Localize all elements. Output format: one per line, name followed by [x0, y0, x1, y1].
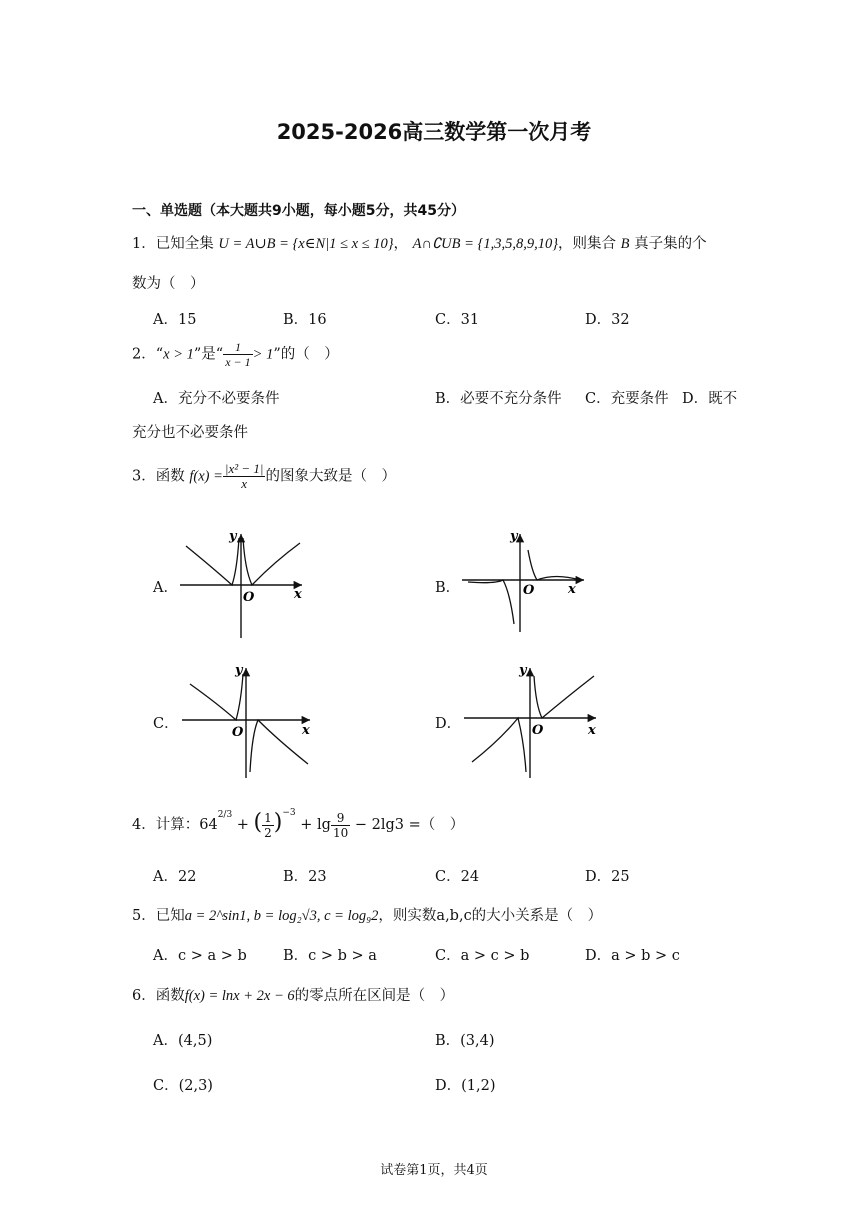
question-2-option-c[interactable]: C．充要条件: [585, 391, 669, 407]
question-5-tail: ，则实数a,b,c的大小关系是（ ）: [378, 908, 603, 924]
question-6-number: 6．函数: [132, 988, 185, 1004]
question-3-option-c[interactable]: C．: [153, 716, 179, 732]
question-3-text-tail: 的图象大致是（ ）: [265, 468, 396, 485]
question-6-option-b[interactable]: B．(3,4): [435, 1033, 495, 1049]
question-1-option-b[interactable]: B．16: [283, 312, 327, 328]
question-1-text-c: 真子集的个: [634, 236, 707, 252]
question-2-fraction: [223, 340, 252, 369]
question-5-number: 5．已知: [132, 908, 185, 924]
question-1-set-b: A∩∁UB = {1,3,5,8,9,10}: [412, 236, 559, 252]
question-4-fraction-half: [262, 811, 274, 840]
graph-a-origin-label: O: [243, 590, 255, 605]
graph-b-y-label: y: [510, 529, 518, 544]
question-3-fraction: [223, 462, 266, 491]
question-2-option-d-wrap: 充分也不必要条件: [132, 425, 248, 441]
question-2-condition-1: x > 1: [163, 346, 194, 363]
question-3-number: 3．函数: [132, 468, 185, 485]
question-4-frac-numerator: 9: [331, 811, 350, 826]
question-6-option-c[interactable]: C．(2,3): [153, 1078, 213, 1094]
graph-d-origin-label: O: [532, 723, 544, 738]
question-2-number: 2．: [132, 346, 156, 363]
question-4-option-c[interactable]: C．24: [435, 869, 480, 885]
graph-a-curve-right: [243, 538, 300, 585]
graph-b-curve-right: [528, 550, 580, 580]
graph-d-curve-right: [534, 676, 594, 718]
question-3-frac-denominator: x: [241, 476, 248, 491]
graph-c-curve-right: [250, 720, 308, 772]
graph-d-x-label: x: [588, 723, 596, 738]
graph-a[interactable]: [178, 528, 308, 640]
question-1-set-u: U = A∪B = {x∈N|1 ≤ x ≤ 10}: [218, 236, 394, 252]
question-1-number: 1．: [132, 236, 156, 252]
graph-c-x-label: x: [302, 723, 310, 738]
question-4-half-denominator: 2: [264, 825, 272, 840]
question-5-option-a[interactable]: A．c > a > b: [153, 948, 247, 964]
question-4-exponent-b: −3: [282, 808, 296, 819]
graph-c[interactable]: [180, 662, 315, 780]
question-4-exponent-a: 2/3: [217, 810, 233, 821]
question-4-base-64: 64: [199, 817, 218, 833]
graph-d[interactable]: [462, 662, 600, 780]
question-2-text-mid: ”是“: [193, 346, 224, 363]
question-2-stem: [132, 340, 339, 369]
question-4-lg-term: + lg: [300, 817, 331, 833]
question-5-option-d[interactable]: D．a > b > c: [585, 948, 680, 964]
graph-d-y-label: y: [519, 663, 527, 678]
question-2-text-tail: ”的（ ）: [273, 346, 339, 363]
question-2-quote-open: “: [155, 346, 164, 363]
section-heading-single-choice: 一、单选题（本大题共9小题，每小题5分，共45分）: [132, 203, 465, 219]
question-4-option-b[interactable]: B．23: [283, 869, 327, 885]
question-2-frac-numerator: 1: [223, 340, 252, 355]
question-4-tail: − 2lg3 =（ ）: [354, 817, 465, 833]
question-4-fraction-9-10: [331, 811, 350, 840]
question-4-option-a[interactable]: A．22: [153, 869, 197, 885]
page-footer: 试卷第1页，共4页: [380, 1163, 488, 1178]
question-1-stem-continued: 数为（ ）: [132, 276, 205, 292]
question-4-half-numerator: 1: [264, 810, 272, 825]
graph-c-curve-left: [190, 674, 243, 720]
question-1-stem: 1．已知全集 U = A∪B = {x∈N|1 ≤ x ≤ 10}， A∩∁UB = {1,3,5,8,9,10}，则集合 B 真子集的个: [132, 236, 707, 252]
graph-c-origin-label: O: [232, 725, 244, 740]
graph-a-x-label: x: [294, 587, 302, 602]
question-1-option-a[interactable]: A．15: [153, 312, 197, 328]
graph-b-x-label: x: [568, 582, 576, 597]
graph-c-y-label: y: [235, 663, 243, 678]
question-3-option-b[interactable]: B．: [435, 580, 461, 596]
question-3-function-lhs: f(x) =: [189, 468, 223, 485]
question-3-frac-numerator: |x² − 1|: [224, 461, 264, 476]
question-3-stem: [132, 462, 396, 491]
question-4-frac-denominator: 10: [332, 825, 349, 840]
question-2-frac-denominator: x − 1: [225, 355, 251, 369]
question-2-option-d[interactable]: D．既不: [682, 391, 738, 407]
question-6-stem: [132, 984, 454, 1005]
question-6-tail: 的零点所在区间是（ ）: [294, 988, 455, 1004]
exam-title: 2025-2026高三数学第一次月考: [276, 120, 592, 144]
graph-d-curve-left: [472, 718, 526, 772]
graph-b[interactable]: [460, 528, 590, 640]
question-1-option-d[interactable]: D．32: [585, 312, 630, 328]
question-5-stem: [132, 904, 602, 925]
graph-a-y-label: y: [229, 529, 237, 544]
question-3-option-d[interactable]: D．: [435, 716, 462, 732]
question-2-option-b[interactable]: B．必要不充分条件: [435, 391, 562, 407]
question-6-expression: f(x) = lnx + 2x − 6: [184, 988, 295, 1004]
question-4-option-d[interactable]: D．25: [585, 869, 630, 885]
graph-a-curve-left: [186, 538, 239, 585]
question-5-option-c[interactable]: C．a > c > b: [435, 948, 530, 964]
question-2-option-a[interactable]: A．充分不必要条件: [153, 391, 280, 407]
question-1-option-c[interactable]: C．31: [435, 312, 480, 328]
question-2-condition-2: > 1: [252, 346, 274, 363]
question-4-number: 4．计算：: [132, 817, 200, 833]
question-1-text-a: 已知全集: [155, 236, 214, 252]
question-5-expression: a = 2^sin1, b = log₂√3, c = log₉2: [184, 908, 379, 924]
graph-b-origin-label: O: [523, 583, 535, 598]
question-1-var-b: B: [620, 236, 630, 252]
question-6-option-d[interactable]: D．(1,2): [435, 1078, 496, 1094]
question-4-stem: 4．计算：$64^{2/3}$ + ( $\frac{1}{2}$ )$^{-3}$ + lg $\frac{9}{10}$ − 2lg3 =（ ）: [132, 808, 465, 840]
graph-b-curve-left: [468, 580, 514, 624]
question-6-option-a[interactable]: A．(4,5): [153, 1033, 213, 1049]
question-1-text-b: ，则集合: [558, 236, 617, 252]
question-5-option-b[interactable]: B．c > b > a: [283, 948, 377, 964]
question-3-option-a[interactable]: A．: [153, 580, 178, 596]
